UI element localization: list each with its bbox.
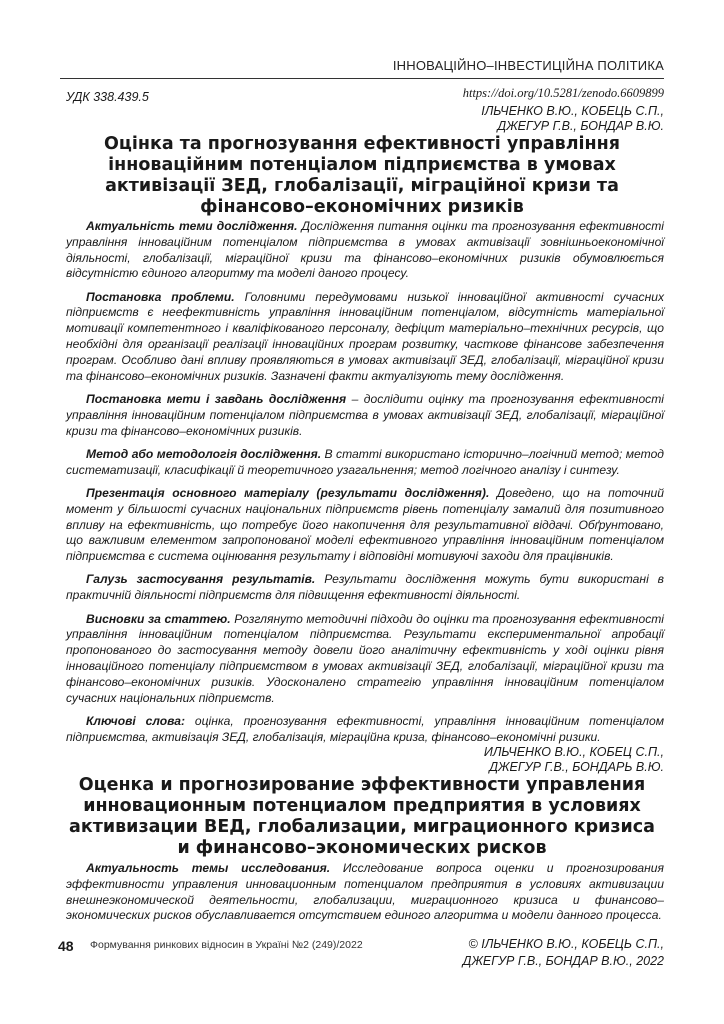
paragraph-text: В статті використано історично–логічний метод; метод систематизації, класифікації й теоретичного узагальнення; метод логічного аналізу і синтезу. <box>66 446 664 477</box>
authors-line: ИЛЬЧЕНКО В.Ю., КОБЕЦ С.П., <box>483 745 664 759</box>
paragraph-text: – дослідити оцінку та прогнозування ефективності управління інноваційним потенціалом підприємства в умовах активізації ЗЕД, глобалізації, міграційної кризи та фінансово–економічних ризиків. <box>66 391 664 438</box>
abstract-paragraph <box>66 861 664 924</box>
abstract-paragraph <box>66 290 664 385</box>
paragraph-text: Дослідження питання оцінки та прогнозування ефективності управління інноваційним потенціалом підприємства в умовах активізації зовнішньоекономічної діяльності, глобалізації, міграційної кризи та фінансово–економічних ризиків обумовлюється відсутністю єдиного алгоритму та моделі даного процесу. <box>66 219 664 281</box>
paragraph-heading: Постановка мети і завдань дослідження <box>86 391 347 406</box>
paragraph-text: Результати дослідження можуть бути використані в практичній діяльності підприємств для підвищення ефективності діяльності. <box>66 572 664 603</box>
abstract-paragraph <box>66 612 664 707</box>
article-title-ru: Оценка и прогнозирование эффективности управления инновационным потенциалом предприятия в условиях активизации ВЕД, глобализации, миграционного кризиса и финансово–экономических рисков <box>69 775 655 858</box>
abstract-paragraph <box>66 392 664 439</box>
keywords-paragraph <box>66 714 664 746</box>
abstract-ua <box>66 219 664 753</box>
page-number: 48 <box>58 938 74 954</box>
paragraph-heading: Метод або методологія дослідження. <box>86 446 322 461</box>
paragraph-heading: Постановка проблеми. <box>86 289 235 304</box>
section-title: ІННОВАЦІЙНО–ІНВЕСТИЦІЙНА ПОЛІТИКА <box>392 58 664 73</box>
paragraph-text: Доведено, що на поточний момент у більшості сучасних національних підприємств рівень потенціалу замалий для позитивного впливу на ефективність, що потребує його накопичення для результативної віддачі. Обґрунтовано, що важливим елементом запропонованої моделі ефективного управління інноваційним потенціалом підприємства є система оцінювання результату і відповідні мотивуючі заходи для працівників. <box>66 485 664 564</box>
authors-line: ІЛЬЧЕНКО В.Ю., КОБЕЦЬ С.П., <box>481 104 664 118</box>
header-divider <box>60 78 664 79</box>
paragraph-text: Головними передумовами низької інноваційної активності сучасних підприємств є неефективність управління інноваційним потенціалом, відсутність матеріальної мотивації компетентного і кваліфікованого персоналу, дефіцит матеріально–технічних ресурсів, що необхідні для організації реалізації інноваційних програм розвитку, часткове фінансове забезпечення програм. Особливо дані впливу проявляються в умовах активізації ЗЕД, глобалізації, міграційної кризи та фінансово–економічних ризиків. Зазначені факти актуалізують тему дослідження. <box>66 289 664 383</box>
authors-line: ДЖЕГУР Г.В., БОНДАР В.Ю. <box>497 119 664 133</box>
authors-ua <box>481 104 664 134</box>
authors-line: ДЖЕГУР Г.В., БОНДАРЬ В.Ю. <box>489 760 664 774</box>
paragraph-heading: Презентація основного матеріалу (результати дослідження). <box>86 485 490 500</box>
paragraph-text: оцінка, прогнозування ефективності, управління інноваційним потенціалом підприємства, активізація ЗЕД, глобалізація, міграційна криза, фінансово–економічні ризики. <box>66 713 664 744</box>
journal-name: Формування ринкових відносин в Україні №2 (249)/2022 <box>90 939 363 951</box>
abstract-paragraph <box>66 219 664 282</box>
doi-link[interactable]: https://doi.org/10.5281/zenodo.6609899 <box>462 86 664 100</box>
abstract-paragraph <box>66 486 664 565</box>
copyright-line: © ІЛЬЧЕНКО В.Ю., КОБЕЦЬ С.П., <box>468 937 664 951</box>
article-title-ua: Оцінка та прогнозування ефективності управління інноваційним потенціалом підприємства в умовах активізації ЗЕД, глобалізації, міграційної кризи та фінансово–економічних ризиків <box>104 134 620 217</box>
paragraph-heading: Галузь застосування результатів. <box>86 572 316 587</box>
paragraph-heading: Висновки за статтею. <box>86 611 231 626</box>
copyright-line: ДЖЕГУР Г.В., БОНДАР В.Ю., 2022 <box>462 954 664 968</box>
copyright <box>463 936 664 970</box>
abstract-ru <box>66 861 664 932</box>
abstract-paragraph <box>66 447 664 479</box>
paragraph-heading: Ключові слова: <box>86 713 186 728</box>
abstract-paragraph <box>66 572 664 604</box>
authors-ru <box>484 745 664 775</box>
paragraph-text: Исследование вопроса оценки и прогнозирования эффективности управления инновационным потенциалом предприятия в условиях активизации внешнеэкономической деятельности, глобализации, миграционного кризиса и финансово–экономических рисков обуславливается отсутствием единого алгоритма и модели данного процесса. <box>66 861 664 923</box>
paragraph-text: Розглянуто методичні підходи до оцінки та прогнозування ефективності управління інноваційним потенціалом підприємства. Результати експериментальної апробації пропонованого до застосування методу довели його аналітичну ефективність у ході оцінки рівня інноваційного потенціалу підприємством в умовах активізації ЗЕД, глобалізації, міграційної кризи та фінансово–економічних ризиків. Удосконалено стратегію управління інноваційним потенціалом сучасних національних підприємств. <box>66 611 664 705</box>
paragraph-heading: Актуальность темы исследования. <box>86 861 331 875</box>
udk-code: УДК 338.439.5 <box>66 90 149 104</box>
paragraph-heading: Актуальність теми дослідження. <box>86 219 298 233</box>
